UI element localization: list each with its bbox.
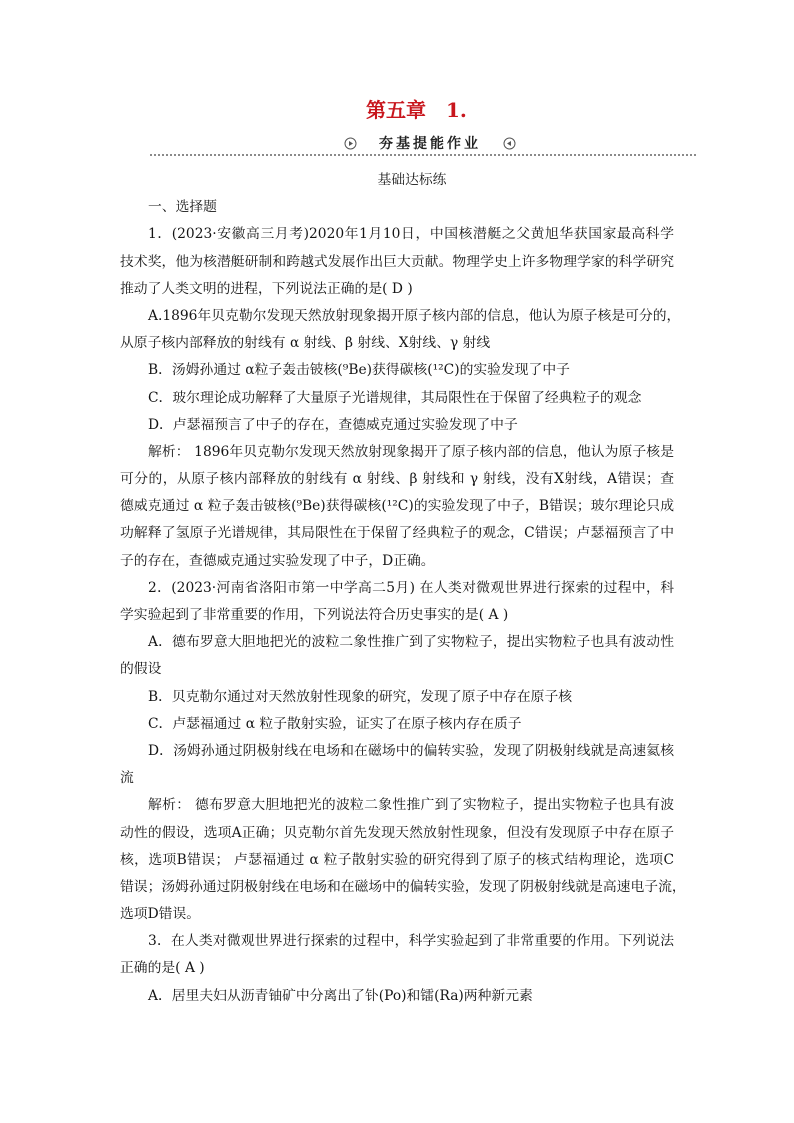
answer-analysis (120, 439, 674, 575)
question-1 (120, 221, 681, 574)
text-line: 学实验起到了非常重要的作用，下列说法符合历史事实的是( A ) (120, 607, 509, 623)
option-c (120, 711, 674, 738)
text-line: 流 (120, 770, 134, 787)
option-a (120, 303, 681, 357)
question-3 (120, 928, 674, 1010)
text-line: A.1896年贝克勒尔发现天然放射现象揭开原子核内部的信息，他认为原子核是可分的， (148, 307, 681, 324)
dotted-divider (150, 154, 696, 156)
play-left-circle-icon (503, 137, 516, 150)
text-line: 核，选项B错误； 卢瑟福通过 α 粒子散射实验的研究得到了原子的核式结构理论，选项C (120, 851, 674, 868)
text-line: 技术奖，他为核潜艇研制和跨越式发展作出巨大贡献。物理学史上许多物理学家的科学研究 (120, 253, 674, 270)
question-stem (120, 928, 674, 982)
text-line: 2．(2023·河南省洛阳市第一中学高二5月) 在人类对微观世界进行探索的过程中，科 (148, 579, 674, 596)
play-right-circle-icon (344, 137, 357, 150)
option-d (120, 412, 674, 439)
chapter-title: 第五章 1. (366, 98, 467, 122)
text-line: D．汤姆孙通过阴极射线在电场和在磁场中的偏转实验，发现了阴极射线就是高速氦核 (148, 742, 674, 759)
option-b (120, 357, 674, 384)
text-line: 正确的是( A ) (120, 960, 205, 977)
text-line: B．汤姆孙通过 α粒子轰击铍核(⁹Be)获得碳核(¹²C)的实验发现了中子 (148, 362, 570, 379)
section-title: 基础达标练 (377, 172, 447, 188)
part-title: 一、选择题 (148, 199, 217, 216)
text-line: 解析： 德布罗意大胆地把光的波粒二象性推广到了实物粒子，提出实物粒子也具有波 (148, 797, 674, 814)
question-2 (120, 575, 686, 928)
text-line: 选项D错误。 (120, 906, 201, 923)
text-line: C．卢瑟福通过 α 粒子散射实验，证实了在原子核内存在质子 (148, 715, 522, 732)
option-c (120, 385, 674, 412)
text-line: 错误；汤姆孙通过阴极射线在电场和在磁场中的偏转实验，发现了阴极射线就是高速电子流， (120, 878, 686, 895)
text-line: 子的存在，查德威克通过实验发现了中子，D正确。 (120, 552, 435, 569)
question-stem (120, 575, 674, 629)
option-b (120, 684, 674, 711)
option-a (120, 629, 674, 683)
text-line: 的假设 (120, 661, 162, 678)
text-line: 1．(2023·安徽高三月考)2020年1月10日，中国核潜艇之父黄旭华获国家最高科学 (148, 226, 674, 243)
text-line: A．德布罗意大胆地把光的波粒二象性推广到了实物粒子，提出实物粒子也具有波动性 (148, 634, 674, 651)
text-line: A．居里夫妇从沥青铀矿中分离出了钋(Po)和镭(Ra)两种新元素 (148, 987, 533, 1004)
answer-analysis (120, 792, 686, 928)
text-line: B．贝克勒尔通过对天然放射性现象的研究，发现了原子中存在原子核 (148, 688, 573, 705)
text-line: 解析： 1896年贝克勒尔发现天然放射现象揭开了原子核内部的信息，他认为原子核是 (148, 443, 674, 460)
homework-banner (344, 133, 516, 153)
text-line: 可分的，从原子核内部释放的射线有 α 射线、β 射线和 γ 射线，没有X射线，A错误；查 (120, 471, 674, 488)
page-content (120, 167, 686, 1010)
text-line: 从原子核内部释放的射线有 α 射线、β 射线、X射线、γ 射线 (120, 335, 491, 352)
question-stem (120, 221, 674, 303)
text-line: 推动了人类文明的进程，下列说法正确的是( D ) (120, 280, 413, 297)
text-line: D．卢瑟福预言了中子的存在，查德威克通过实验发现了中子 (148, 416, 518, 433)
text-line: 功解释了氢原子光谱规律，其局限性在于保留了经典粒子的观念，C错误；卢瑟福预言了中 (120, 525, 674, 542)
text-line: C．玻尔理论成功解释了大量原子光谱规律，其局限性在于保留了经典粒子的观念 (148, 389, 642, 406)
option-d (120, 738, 674, 792)
text-line: 德威克通过 α 粒子轰击铍核(⁹Be)获得碳核(¹²C)的实验发现了中子，B错误；玻尔理论只成 (120, 498, 674, 515)
banner-title: 夯基提能作业 (379, 136, 481, 152)
text-line: 3．在人类对微观世界进行探索的过程中，科学实验起到了非常重要的作用。下列说法 (148, 933, 674, 950)
text-line: 动性的假设，选项A正确；贝克勒尔首先发现天然放射性现象，但没有发现原子中存在原子 (120, 824, 674, 841)
option-a (120, 983, 674, 1010)
